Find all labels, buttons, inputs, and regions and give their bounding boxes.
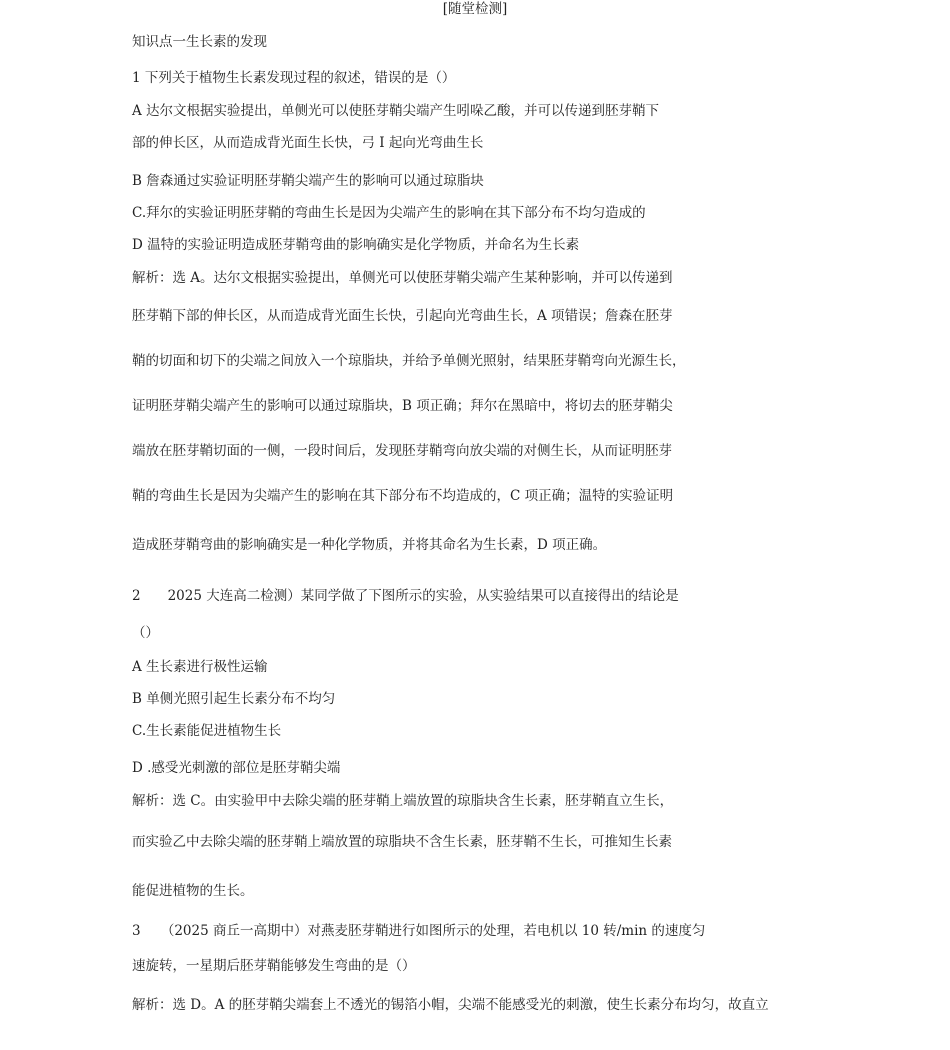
- q2-option-d: D .感受光刺激的部位是胚芽鞘尖端: [132, 760, 341, 776]
- q2-option-a: A 生长素进行极性运输: [132, 659, 268, 675]
- q1-option-c: C.拜尔的实验证明胚芽鞘的弯曲生长是因为尖端产生的影响在其下部分布不均匀造成的: [132, 205, 646, 221]
- q2-analysis-line: 解析：选 C。由实验甲中去除尖端的胚芽鞘上端放置的琼脂块含生长素，胚芽鞘直立生长，: [132, 793, 674, 809]
- q1-analysis-line: 解析：选 A。达尔文根据实验提出，单侧光可以使胚芽鞘尖端产生某种影响，并可以传递到: [132, 270, 673, 286]
- q3-analysis-line: 解析：选 D。A 的胚芽鞘尖端套上不透光的锡箔小帽，尖端不能感受光的刺激，使生长素分布均匀，故直立: [132, 997, 769, 1013]
- q1-stem: 1 下列关于植物生长素发现过程的叙述，错误的是（）: [132, 70, 456, 86]
- knowledge-point-title: 知识点一生长素的发现: [132, 34, 267, 50]
- q1-option-a: A 达尔文根据实验提出，单侧光可以使胚芽鞘尖端产生吲哚乙酸，并可以传递到胚芽鞘下: [132, 103, 660, 119]
- q2-stem: 2 2025 大连高二检测）某同学做了下图所示的实验，从实验结果可以直接得出的结论是: [132, 588, 679, 604]
- q2-analysis-line: 能促进植物的生长。: [132, 883, 254, 899]
- q3-stem: 3 （2025 商丘一高期中）对燕麦胚芽鞘进行如图所示的处理，若电机以 10 转/min 的速度匀: [132, 923, 706, 939]
- q1-analysis-line: 鞘的切面和切下的尖端之间放入一个琼脂块，并给予单侧光照射，结果胚芽鞘弯向光源生长，: [132, 353, 686, 369]
- q1-analysis-line: 胚芽鞘下部的伸长区，从而造成背光面生长快，引起向光弯曲生长，A 项错误；詹森在胚芽: [132, 308, 673, 324]
- q1-analysis-line: 证明胚芽鞘尖端产生的影响可以通过琼脂块，B 项正确；拜尔在黑暗中，将切去的胚芽鞘尖: [132, 398, 673, 414]
- q1-option-a-cont: 部的伸长区，从而造成背光面生长快，弓 I 起向光弯曲生长: [132, 135, 484, 151]
- q2-analysis-line: 而实验乙中去除尖端的胚芽鞘上端放置的琼脂块不含生长素，胚芽鞘不生长，可推知生长素: [132, 834, 672, 850]
- q2-option-c: C.生长素能促进植物生长: [132, 723, 282, 739]
- q1-analysis-line: 鞘的弯曲生长是因为尖端产生的影响在其下部分布不均造成的，C 项正确；温特的实验证明: [132, 488, 674, 504]
- q1-option-b: B 詹森通过实验证明胚芽鞘尖端产生的影响可以通过琼脂块: [132, 173, 484, 189]
- q1-analysis-line: 造成胚芽鞘弯曲的影响确实是一种化学物质，并将其命名为生长素，D 项正确。: [132, 537, 607, 553]
- q1-analysis-line: 端放在胚芽鞘切面的一侧，一段时间后，发现胚芽鞘弯向放尖端的对侧生长，从而证明胚芽: [132, 443, 672, 459]
- q2-stem-cont: （）: [132, 625, 159, 641]
- q3-stem-cont: 速旋转，一星期后胚芽鞘能够发生弯曲的是（）: [132, 958, 416, 974]
- q2-option-b: B 单侧光照引起生长素分布不均匀: [132, 691, 336, 707]
- section-header: [随堂检测]: [442, 1, 508, 17]
- q1-option-d: D 温特的实验证明造成胚芽鞘弯曲的影响确实是化学物质，并命名为生长素: [132, 237, 580, 253]
